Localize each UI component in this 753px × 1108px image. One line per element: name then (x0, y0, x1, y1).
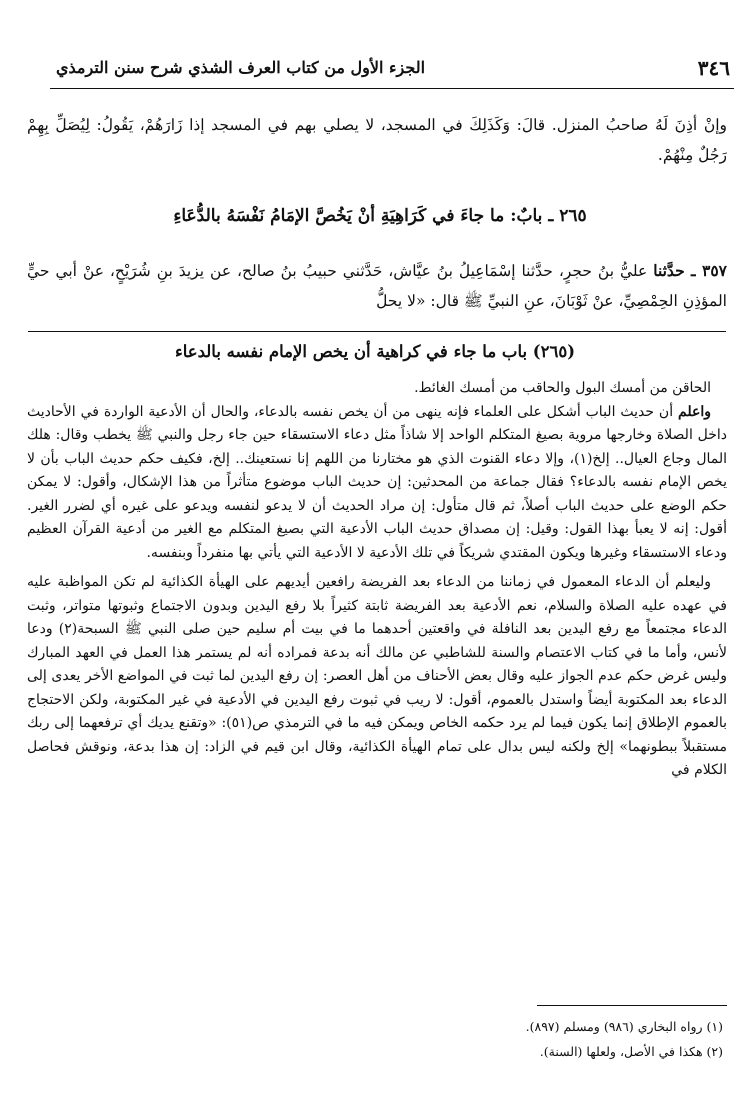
hadith-paragraph (27, 256, 727, 316)
hadith-block (27, 256, 727, 316)
page-number: ٣٤٦ (697, 56, 730, 80)
commentary-body (27, 377, 727, 783)
footnote-2: (٢) هكذا في الأصل، ولعلها (السنة). (539, 1044, 723, 1059)
hadith-lead: ٣٥٧ ـ حدَّثنا (653, 261, 727, 280)
paragraph-2-text: أن حديث الباب أشكل على العلماء فإنه ينهى من أن يخص نفسه بالدعاء، والحال أن الأدعية الواردة في الأحاديث داخل الصلاة وخارجها مروية بصيغ المتكلم الواحد إلا شاذاً مثل دعاء الاستسقاء حين جاء رجل والنبي ﷺ يخطب وقال: هلك المال وجاع العيال.. إلخ(١)، وإلا دعاء القنوت الذي هو مختارنا من اللهم إنا نستعينك.. إلخ، فكيف حكم حديث الباب بأن لا يخص الإمام نفسه بالدعاء؟ فقال جماعة من المحدثين: إن حديث الباب موضوع متأثراً من هذا الإشكال، وأقول: لا يمكن حكم الوضع على حديث الباب أصلاً، ثم قال متأول: إن مراد الحديث أن لا يدعو لنفسه ويدعو على غيره أي لضرر الغير. أقول: إنه لا يعبأ بهذا القول: وقيل: إن مصداق حديث الباب الأدعية التي بصيغ المتكلم مع الغير من أدعية القرآن العظيم ودعاء الاستسقاء وغيرها ويكون المقتدي شريكاً في تلك الأدعية لا الأدعية التي يأتي بها منفرداً وبنفسه. (27, 403, 728, 561)
section-title: (٢٦٥) باب ما جاء في كراهية أن يخص الإمام نفسه بالدعاء (174, 342, 576, 361)
section-divider (28, 331, 726, 332)
hadith-text: عليُّ بنُ حجرٍ، حدَّثنا إسْمَاعِيلُ بنُ عيَّاش، حَدَّثني حبيبُ بنُ صالح، عن يزيدَ بنِ شُرَيْحٍ، عنْ أبي حيٍّ المؤذِنِ الحِمْصِيِّ، عنْ ثَوْبَانَ، عنِ النبيِّ ﷺ قال: «لا يحلُّ (27, 262, 727, 310)
paragraph-lead-word: واعلم (678, 403, 711, 420)
footnotes (223, 1014, 723, 1064)
running-header (50, 52, 734, 89)
matn-top (27, 110, 727, 170)
commentary-paragraph-3: وليعلم أن الدعاء المعمول في زماننا من الدعاء بعد الفريضة رافعين أيديهم على الهيأة الكذائية لم تكن المواظبة عليه في عهده عليه الصلاة والسلام، نعم الأدعية بعد الفريضة ثابتة كثيراً بلا رفع اليدين وبدون الاجتماع وثبوتها متواتر، وثبت الدعاء مجتمعاً مع رفع اليدين بعد النافلة في واقعتين أحدهما ما في بيت أم سليم حين صلى النبي ﷺ السبحة(٢) ودعا لأنس، وأما ما في كتاب الاعتصام والسنة للشاطبي عن مالك أنه بدعة فمراده أنه لم يستمر هذا العمل في العهد المبارك وليس غرض حكم عدم الجواز عليه وقال بعض الأحناف من أهل العصر: إن رفع اليدين لما ثبت في المواضع الأخر يعدى إلى الدعاء بعد المكتوبة أيضاً واستدل بالعموم، أقول: لا ريب في ثبوت رفع اليدين في الأدعية في غير المكتوبة، ولكن الاحتجاج بالعموم الإطلاق إنما يكون فيما لم يرد حكمه الخاص ويمكن فيه ما في الترمذي ص(٥١): «وتقنع يديك أي ترفعهما إلى ربك مستقبلاً ببطونهما» إلخ ولكنه ليس بدال على تمام الهيأة الكذائية، وقال ابن قيم في الزاد: إن هذا بدعة، ونوقش فحاصل الكلام في (27, 574, 727, 778)
commentary-paragraph-2 (27, 401, 727, 566)
chapter-heading: ٢٦٥ ـ بابٌ: ما جاءَ في كَرَاهِيَةِ أنْ يَخُصَّ الإمَامُ نَفْسَهُ بالدُّعَاءِ (173, 206, 587, 226)
commentary-paragraph-1: الحاقن من أمسك البول والحاقب من أمسك الغائط. (414, 380, 711, 396)
running-title: الجزء الأول من كتاب العرف الشذي شرح سنن الترمذي (56, 58, 426, 77)
matn-top-text: وإنْ أذِنَ لَهُ صاحبُ المنزل. قالَ: وَكَذَلِكَ في المسجد، لا يصلي بهم في المسجد إذا زَارَهُمْ، يَقُولُ: لِيُصَلِّ بِهِمْ رَجُلٌ مِنْهُمْ. (27, 116, 727, 164)
footnote-divider (537, 1005, 727, 1006)
footnote-1: (١) رواه البخاري (٩٨٦) ومسلم (٨٩٧). (525, 1019, 723, 1034)
